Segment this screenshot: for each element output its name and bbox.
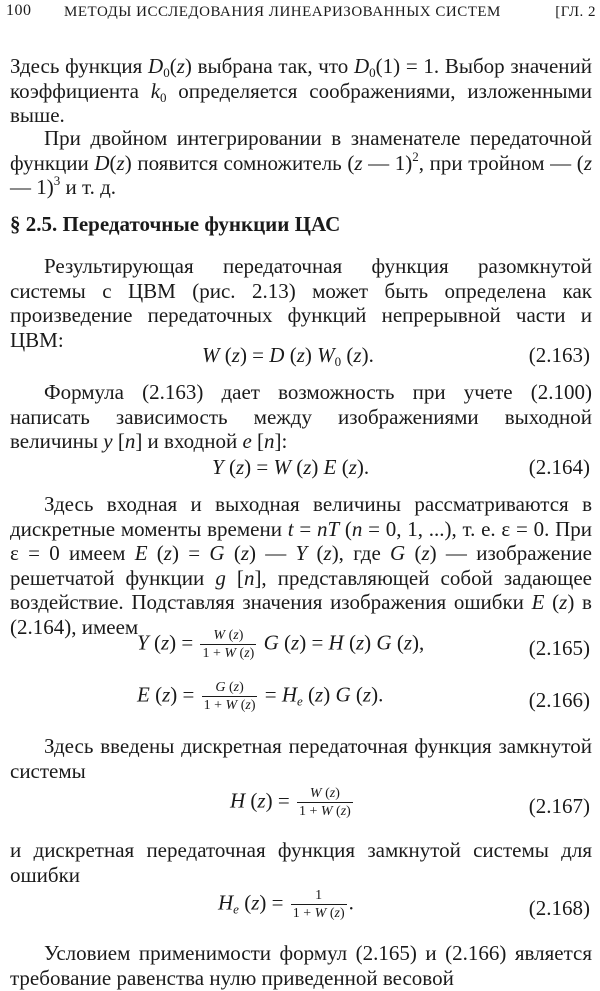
paragraph-7: и дискретная передаточная функция замкнутой системы для ошибки <box>10 838 592 887</box>
paragraph-1: Здесь функция $D_0(z)$ выбрана так, что $D_0(1) = 1$. Выбор значений коэффициента $k_0$ определяется соображениями, изложенными выше. <box>10 54 592 127</box>
chapter-ref: [ГЛ. 2 <box>555 4 596 20</box>
paragraph-6: Здесь введены дискретная передаточная функция замкнутой системы <box>10 734 592 783</box>
running-header <box>6 0 596 24</box>
paragraph-8: Условием применимости формул (2.165) и (2.166) является требование равенства нулю приведенной весовой <box>10 941 592 990</box>
equation-number: (2.166) <box>528 688 590 712</box>
paragraph-5: Здесь входная и выходная величины рассматриваются в дискретные моменты времени t = nT (n = 0, 1, ...), т. е. ε = 0. При ε = 0 имеем E (z) = G (z) — Y (z), где G (z) — изображение решетчатой функции g [n], представляющей собой задающее воздействие. Подставляя значения изображения ошибки E (z) в (2.164), имеем <box>10 492 592 639</box>
equation-number: (2.164) <box>528 455 590 479</box>
equation-number: (2.165) <box>528 636 590 660</box>
equation-number: (2.167) <box>528 794 590 818</box>
equation-number: (2.163) <box>528 343 590 367</box>
equation-number: (2.168) <box>528 896 590 920</box>
paragraph-2: При двойном интегрировании в знаменателе передаточной функции D(z) появится сомножитель (z — 1)$^2$, при тройном — (z — 1)$^3$ и т. д. <box>10 126 592 199</box>
running-title: МЕТОДЫ ИССЛЕДОВАНИЯ ЛИНЕАРИЗОВАННЫХ СИСТЕМ <box>64 4 501 20</box>
paragraph-4: Формула (2.163) дает возможность при учете (2.100) написать зависимость между изображениями выходной величины y [n] и входной e [n]: <box>10 380 592 453</box>
paragraph-3: Результирующая передаточная функция разомкнутой системы с ЦВМ (рис. 2.13) может быть определена как произведение передаточных функций непрерывной части и ЦВМ: <box>10 254 592 352</box>
book-page: 100 МЕТОДЫ ИССЛЕДОВАНИЯ ЛИНЕАРИЗОВАННЫХ СИСТЕМ [ГЛ. 2 Здесь функция $D_0(z)$ выбрана так, что $D_0(1) = 1$. Выбор значений коэффициента $k_0$ определяется соображениями, изложенными выше. При двойном интегрировании в знаменателе передаточной функции D(z) появится сомножитель (z — 1)$^2$, при тройном — (z — 1)$^3$ и т. д. § 2.5. Передаточные функции ЦАС Результирующая передаточная функция разомкнутой системы с ЦВМ (рис. 2.13) может быть определена как произведение передаточных функций непрерывной части и ЦВМ: W (z) = D (z) $W_0$ (z). (2.163) Формула (2.163) дает возможность при учете (2.100) написать зависимость между изображениями выходной величины y [n] и входной e [n]: Y (z) = W (z) E (z). (2.164) Здесь входная и выходная величины рассматриваются в дискретные моменты времени t = nT (n = 0, 1, ...), т. е. ε = 0. При ε = 0 имеем E (z) = G (z) — Y (z), где G (z) — изображение решетчатой функции g [n], представляющей собой задающее воздействие. Подставляя значения изображения ошибки E (z) в (2.164), имеем Y (z) = $\frac{W (z)}{1 + W (z)}$ G (z) = H (z) G (z), (2.165) E (z) = $\frac{G (z)}{1 + W (z)}$ = $H_e$ (z) G (z). (2.166) Здесь введены дискретная передаточная функция замкнутой системы H (z) = $\frac{W (z)}{1 + W (z)}$ (2.167) и дискретная передаточная функция замкнутой системы для ошибки $H_e$ (z) = $\frac{1}{1 + W (z)}$ . (2.168) Условием применимости формул (2.165) и (2.166) является требование равенства нулю приведенной весовой <box>6 2 596 990</box>
section-title: § 2.5. Передаточные функции ЦАС <box>10 212 341 236</box>
page-number: 100 <box>6 2 32 19</box>
